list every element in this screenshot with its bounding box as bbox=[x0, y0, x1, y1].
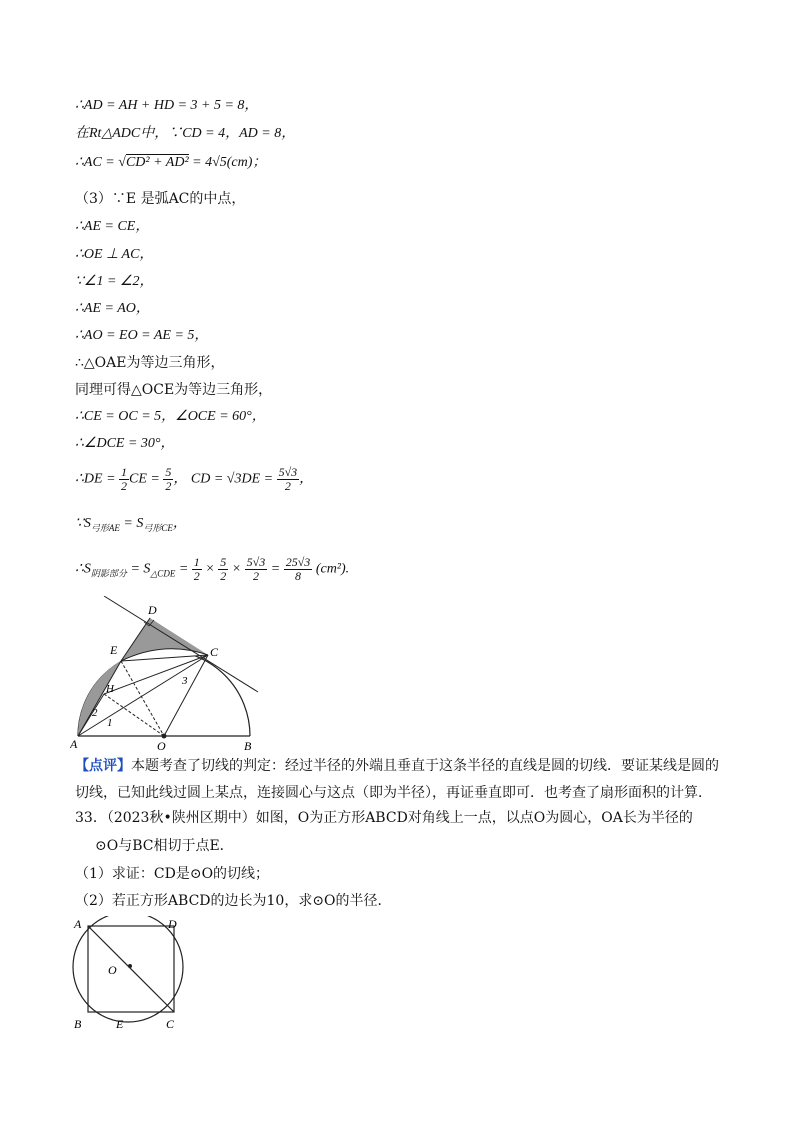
line-end: ， bbox=[172, 516, 187, 531]
fraction-five-half bbox=[218, 556, 228, 583]
diagonal-ac bbox=[88, 926, 174, 1012]
label-d: D bbox=[168, 917, 177, 931]
ac-prefix: ∴AC = bbox=[75, 155, 119, 170]
subscript: 弓形AE bbox=[90, 522, 120, 533]
solution-line-2: 在Rt△ADC中，∵CD = 4，AD = 8， bbox=[75, 126, 296, 141]
label-angle-3: 3 bbox=[182, 675, 188, 687]
label-e: E bbox=[110, 643, 118, 657]
center-point bbox=[128, 964, 132, 968]
solution-line-11: 同理可得△OCE为等边三角形， bbox=[75, 382, 273, 398]
solution-line-12: ∴CE = OC = 5，∠OCE = 60°， bbox=[75, 409, 266, 424]
problem-text-1: 如图，O为正方形ABCD对角线上一点，以点O为圆心，OA长为半径的 bbox=[255, 810, 693, 826]
fraction-area bbox=[284, 556, 313, 583]
frac-den: 2 bbox=[121, 479, 128, 493]
frac-num: 5√3 bbox=[246, 555, 266, 569]
solution-line-3 bbox=[75, 153, 266, 173]
figure-1-geometry bbox=[70, 596, 270, 751]
problem-header bbox=[75, 808, 693, 828]
subscript: 弓形CE bbox=[143, 522, 173, 533]
ce-equals: CE = bbox=[129, 471, 164, 487]
problem-number: 33． bbox=[75, 810, 107, 826]
problem-source: （2023秋•陕州区期中） bbox=[106, 810, 256, 826]
unit: (cm²) bbox=[315, 561, 346, 577]
solution-line-4: （3）∵E 是弧AC的中点， bbox=[75, 191, 246, 207]
solution-line-13: ∴∠DCE = 30°， bbox=[75, 436, 175, 451]
frac-den: 2 bbox=[193, 569, 200, 583]
comment-text-2: 切线，已知此线过圆上某点，连接圆心与这点（即为半径），再证垂直即可．也考查了扇形面积的计算． bbox=[75, 785, 712, 801]
label-o: O bbox=[108, 963, 117, 977]
frac-den: 8 bbox=[295, 569, 302, 583]
solution-line-10: ∴△OAE为等边三角形， bbox=[75, 355, 225, 371]
fraction-cd bbox=[277, 466, 300, 493]
frac-num: 1 bbox=[193, 555, 200, 569]
fraction-half bbox=[192, 556, 202, 583]
solution-line-16: $\therefore S_{阴影部分} = S_{\triangle CDE}$ = $\frac{1}{2}$ × $\frac{5}{2}$ × $\frac{5√3}{2}$ = $\frac{25√3}{8}$ (cm²). bbox=[75, 555, 350, 583]
solution-line-15 bbox=[75, 514, 187, 538]
label-angle-2: 2 bbox=[92, 707, 98, 719]
problem-text-2: ⊙O与BC相切于点E． bbox=[95, 838, 234, 854]
line-end: . bbox=[345, 561, 350, 577]
area-equals: = S bbox=[126, 561, 151, 577]
frac-num: 1 bbox=[121, 465, 128, 479]
frac-num: 5 bbox=[220, 555, 227, 569]
frac-den: 2 bbox=[284, 479, 291, 493]
label-o: O bbox=[157, 739, 166, 751]
comment-text-1: 本题考查了切线的判定：经过半径的外端且垂直于这条半径的直线是圆的切线．要证某线是圆的 bbox=[131, 758, 719, 774]
fraction-five-half bbox=[163, 466, 173, 493]
frac-den: 2 bbox=[220, 569, 227, 583]
solution-line-7: ∵∠1 = ∠2， bbox=[75, 274, 154, 289]
area-prefix: ∵S bbox=[75, 516, 91, 531]
fraction-cd bbox=[245, 556, 268, 583]
ac-result: = 4√5(cm)； bbox=[188, 155, 267, 170]
label-a: A bbox=[74, 917, 82, 931]
sqrt-radical: √ bbox=[118, 155, 126, 170]
label-b: B bbox=[244, 739, 252, 751]
fraction-half bbox=[119, 466, 129, 493]
solution-line-1: ∴AD = AH + HD = 3 + 5 = 8， bbox=[75, 98, 259, 113]
solution-line-5: ∴AE = CE， bbox=[75, 219, 150, 234]
sqrt-content: CD² + AD² bbox=[125, 155, 189, 170]
label-h: H bbox=[106, 683, 114, 695]
label-c: C bbox=[210, 645, 219, 659]
solution-line-6: ∴OE ⊥ AC， bbox=[75, 247, 154, 262]
figure-2-geometry bbox=[68, 916, 188, 1034]
frac-num: 25√3 bbox=[285, 555, 311, 569]
label-angle-1: 1 bbox=[107, 717, 113, 729]
frac-den: 2 bbox=[252, 569, 259, 583]
solution-line-9: ∴AO = EO = AE = 5， bbox=[75, 328, 209, 343]
area-equals: = S bbox=[119, 516, 144, 531]
center-point bbox=[162, 734, 167, 739]
subscript: △CDE bbox=[150, 568, 176, 579]
equals: = bbox=[175, 561, 192, 577]
semicircle-arc bbox=[78, 650, 250, 736]
question-2: （2）若正方形ABCD的边长为10，求⊙O的半径． bbox=[75, 893, 392, 909]
solution-line-14 bbox=[75, 466, 313, 493]
de-prefix: ∴DE = bbox=[75, 471, 120, 487]
comment-block bbox=[75, 756, 735, 776]
tangent-line bbox=[104, 596, 258, 692]
circle-o bbox=[73, 916, 183, 1022]
cd-expression: ， CD = √3DE = bbox=[173, 471, 277, 487]
solution-line-8: ∴AE = AO， bbox=[75, 301, 150, 316]
frac-num: 5 bbox=[165, 465, 172, 479]
label-a: A bbox=[70, 737, 78, 751]
subscript: 阴影部分 bbox=[90, 568, 127, 579]
frac-den: 2 bbox=[165, 479, 172, 493]
label-b: B bbox=[74, 1017, 82, 1031]
label-d: D bbox=[148, 603, 157, 617]
label-c: C bbox=[166, 1017, 175, 1031]
area-prefix: ∴S bbox=[75, 561, 91, 577]
frac-num: 5√3 bbox=[278, 465, 298, 479]
label-e: E bbox=[116, 1017, 124, 1031]
comment-tag: 【点评】 bbox=[75, 758, 131, 774]
line-end: ， bbox=[299, 471, 314, 487]
question-1: （1）求证：CD是⊙O的切线； bbox=[75, 866, 270, 882]
